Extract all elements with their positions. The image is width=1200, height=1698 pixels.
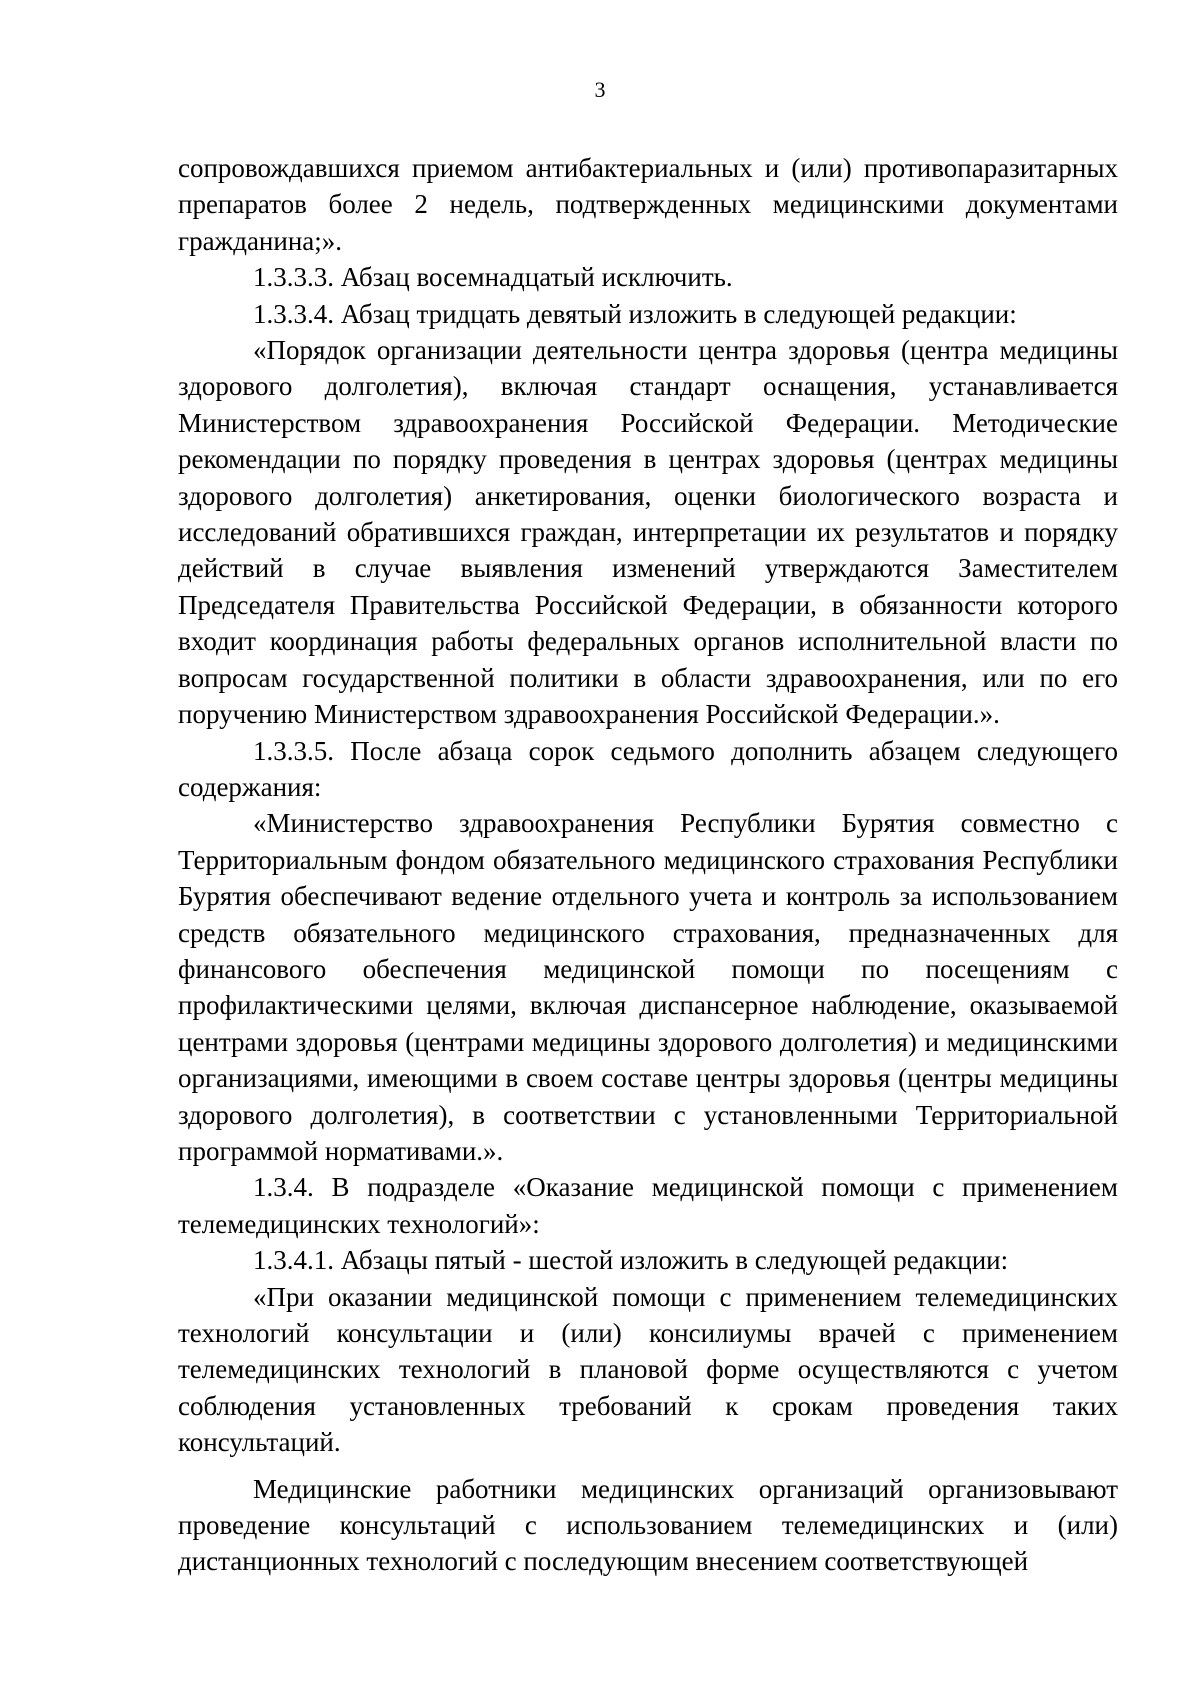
paragraph-1-3-3-4: 1.3.3.4. Абзац тридцать девятый изложить в следующей редакции: bbox=[253, 298, 1017, 329]
paragraph-1-3-3-3: 1.3.3.3. Абзац восемнадцатый исключить. bbox=[253, 262, 733, 293]
paragraph-health-center-procedure: «Порядок организации деятельности центра здоровья (центра медицины здорового долголетия), включая стандарт оснащения, устанавливается Министерством здравоохранения Российской Федерации. Методические рекомендации по порядку проведения в центрах здоровья (центрах медицины здорового долголетия) анкетирования, оценки биологического возраста и исследований обратившихся граждан, интерпретации их результатов и порядку действий в случае выявления изменений утверждаются Заместителем Председателя Правительства Российской Федерации, в обязанности которого входит координация работы федеральных органов исполнительной власти по вопросам государственной политики в области здравоохранения, или по его поручению Министерством здравоохранения Российской Федерации.». bbox=[178, 335, 1118, 730]
paragraph-1-3-4: 1.3.4. В подразделе «Оказание медицинской помощи с применением телемедицинских технологий»: bbox=[178, 1172, 1118, 1239]
paragraph-1-3-3-5: 1.3.3.5. После абзаца сорок седьмого дополнить абзацем следующего содержания: bbox=[178, 735, 1118, 802]
paragraph-telemedicine-consultations: «При оказании медицинской помощи с применением телемедицинских технологий консультации и (или) консилиумы врачей с применением телемедицинских технологий в плановой форме осуществляются с учетом соблюдения установленных требований к срокам проведения таких консультаций. bbox=[178, 1281, 1118, 1458]
document-body bbox=[178, 150, 1118, 1580]
paragraph-1-3-4-1: 1.3.4.1. Абзацы пятый - шестой изложить в следующей редакции: bbox=[253, 1245, 1009, 1276]
paragraph-ministry-accounting: «Министерство здравоохранения Республики Бурятия совместно с Территориальным фондом обязательного медицинского страхования Республики Бурятия обеспечивают ведение отдельного учета и контроль за использованием средств обязательного медицинского страхования, предназначенных для финансового обеспечения медицинской помощи по посещениям с профилактическими целями, включая диспансерное наблюдение, оказываемой центрами здоровья (центрами медицины здорового долголетия) и медицинскими организациями, имеющими в своем составе центры здоровья (центры медицины здорового долголетия), в соответствии с установленными Территориальной программой нормативами.». bbox=[178, 808, 1118, 1166]
paragraph-medical-workers: Медицинские работники медицинских организаций организовывают проведение консультаций с использованием телемедицинских и (или) дистанционных технологий с последующим внесением соответствующей bbox=[178, 1473, 1118, 1577]
page-number: 3 bbox=[594, 77, 606, 102]
paragraph-continuation: сопровождавшихся приемом антибактериальных и (или) противопаразитарных препаратов более 2 недель, подтвержденных медицинскими документами гражданина;». bbox=[178, 153, 1118, 256]
